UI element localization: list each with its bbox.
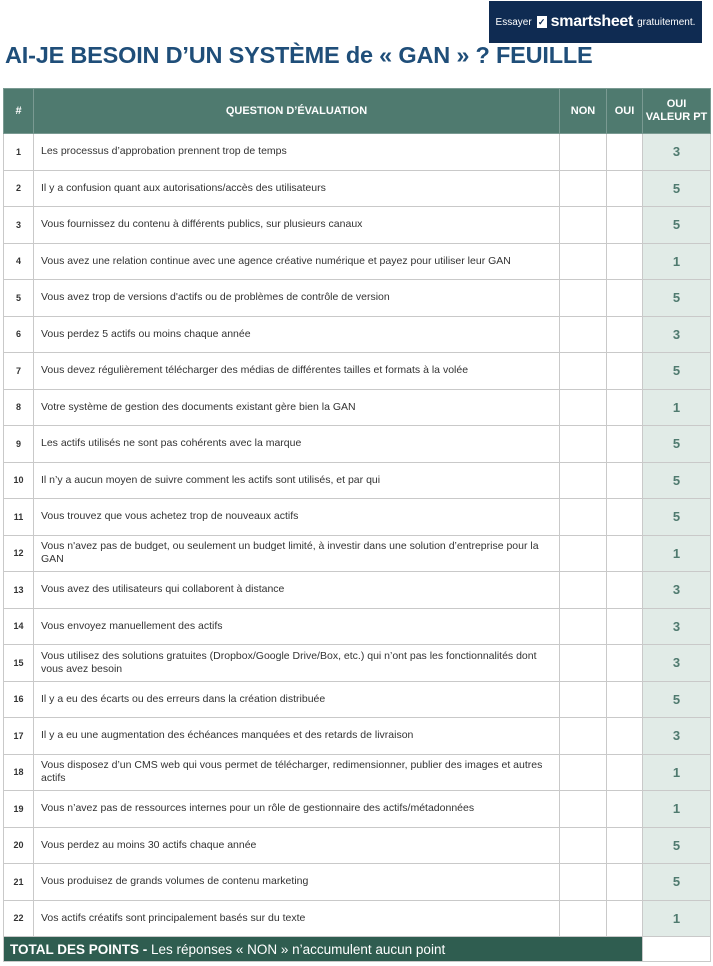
table-row — [4, 791, 711, 828]
row-number: 18 — [4, 754, 34, 791]
point-value: 5 — [643, 280, 711, 317]
non-answer-cell[interactable] — [560, 316, 607, 353]
row-number: 5 — [4, 280, 34, 317]
non-answer-cell[interactable] — [560, 791, 607, 828]
oui-answer-cell[interactable] — [607, 426, 643, 463]
table-row — [4, 243, 711, 280]
point-value: 1 — [643, 389, 711, 426]
point-value: 5 — [643, 681, 711, 718]
question-text: Vous utilisez des solutions gratuites (Dropbox/Google Drive/Box, etc.) qui n’ont pas les fonctionnalités dont vous avez besoin — [34, 645, 560, 682]
table-row — [4, 353, 711, 390]
point-value: 5 — [643, 353, 711, 390]
oui-answer-cell[interactable] — [607, 207, 643, 244]
row-number: 10 — [4, 462, 34, 499]
banner-prefix: Essayer — [495, 16, 532, 28]
question-text: Il n’y a aucun moyen de suivre comment les actifs sont utilisés, et par qui — [34, 462, 560, 499]
row-number: 22 — [4, 900, 34, 937]
oui-answer-cell[interactable] — [607, 499, 643, 536]
smartsheet-trial-banner[interactable] — [489, 1, 702, 43]
row-number: 15 — [4, 645, 34, 682]
total-label-cell — [4, 937, 643, 962]
non-answer-cell[interactable] — [560, 243, 607, 280]
question-text: Vos actifs créatifs sont principalement basés sur du texte — [34, 900, 560, 937]
row-number: 16 — [4, 681, 34, 718]
oui-answer-cell[interactable] — [607, 170, 643, 207]
oui-answer-cell[interactable] — [607, 280, 643, 317]
table-row — [4, 462, 711, 499]
question-text: Vous devez régulièrement télécharger des médias de différentes tailles et formats à la volée — [34, 353, 560, 390]
table-row — [4, 754, 711, 791]
non-answer-cell[interactable] — [560, 134, 607, 171]
question-text: Vous produisez de grands volumes de contenu marketing — [34, 864, 560, 901]
question-text: Vous trouvez que vous achetez trop de nouveaux actifs — [34, 499, 560, 536]
non-answer-cell[interactable] — [560, 462, 607, 499]
question-text: Vous avez des utilisateurs qui collaborent à distance — [34, 572, 560, 609]
question-text: Vous avez trop de versions d'actifs ou de problèmes de contrôle de version — [34, 280, 560, 317]
point-value: 3 — [643, 134, 711, 171]
point-value: 3 — [643, 316, 711, 353]
header-num: # — [4, 89, 34, 134]
point-value: 5 — [643, 827, 711, 864]
point-value: 1 — [643, 791, 711, 828]
non-answer-cell[interactable] — [560, 280, 607, 317]
table-row — [4, 134, 711, 171]
oui-answer-cell[interactable] — [607, 134, 643, 171]
row-number: 7 — [4, 353, 34, 390]
non-answer-cell[interactable] — [560, 353, 607, 390]
row-number: 17 — [4, 718, 34, 755]
table-row — [4, 316, 711, 353]
oui-answer-cell[interactable] — [607, 864, 643, 901]
question-text: Votre système de gestion des documents existant gère bien la GAN — [34, 389, 560, 426]
row-number: 4 — [4, 243, 34, 280]
oui-answer-cell[interactable] — [607, 791, 643, 828]
oui-answer-cell[interactable] — [607, 681, 643, 718]
row-number: 9 — [4, 426, 34, 463]
table-row — [4, 900, 711, 937]
question-text: Vous n'avez pas de budget, ou seulement un budget limité, à investir dans une solution d’entreprise pour la GAN — [34, 535, 560, 572]
oui-answer-cell[interactable] — [607, 243, 643, 280]
smartsheet-logo-icon: ✓ — [537, 17, 546, 27]
row-number: 19 — [4, 791, 34, 828]
row-number: 11 — [4, 499, 34, 536]
question-text: Les processus d’approbation prennent trop de temps — [34, 134, 560, 171]
oui-answer-cell[interactable] — [607, 535, 643, 572]
table-row — [4, 608, 711, 645]
row-number: 20 — [4, 827, 34, 864]
oui-answer-cell[interactable] — [607, 718, 643, 755]
table-row — [4, 681, 711, 718]
oui-answer-cell[interactable] — [607, 645, 643, 682]
table-row — [4, 426, 711, 463]
row-number: 8 — [4, 389, 34, 426]
table-row — [4, 827, 711, 864]
point-value: 5 — [643, 170, 711, 207]
oui-answer-cell[interactable] — [607, 754, 643, 791]
table-row — [4, 389, 711, 426]
point-value: 5 — [643, 207, 711, 244]
non-answer-cell[interactable] — [560, 681, 607, 718]
point-value: 3 — [643, 645, 711, 682]
table-row — [4, 535, 711, 572]
table-row — [4, 170, 711, 207]
point-value: 1 — [643, 900, 711, 937]
header-points: OUI VALEUR PT — [643, 89, 711, 134]
non-answer-cell[interactable] — [560, 426, 607, 463]
point-value: 3 — [643, 718, 711, 755]
non-answer-cell[interactable] — [560, 572, 607, 609]
oui-answer-cell[interactable] — [607, 900, 643, 937]
header-non: NON — [560, 89, 607, 134]
non-answer-cell[interactable] — [560, 170, 607, 207]
non-answer-cell[interactable] — [560, 900, 607, 937]
question-text: Vous n’avez pas de ressources internes pour un rôle de gestionnaire des actifs/métadonnées — [34, 791, 560, 828]
question-text: Il y a eu des écarts ou des erreurs dans la création distribuée — [34, 681, 560, 718]
non-answer-cell[interactable] — [560, 827, 607, 864]
total-label: TOTAL DES POINTS - — [10, 941, 148, 957]
point-value: 1 — [643, 535, 711, 572]
oui-answer-cell[interactable] — [607, 316, 643, 353]
row-number: 2 — [4, 170, 34, 207]
point-value: 5 — [643, 499, 711, 536]
table-row — [4, 864, 711, 901]
table-row — [4, 572, 711, 609]
point-value: 5 — [643, 426, 711, 463]
row-number: 13 — [4, 572, 34, 609]
question-text: Vous perdez 5 actifs ou moins chaque année — [34, 316, 560, 353]
non-answer-cell[interactable] — [560, 207, 607, 244]
total-row — [4, 937, 711, 962]
assessment-table — [3, 88, 711, 962]
point-value: 3 — [643, 608, 711, 645]
table-row — [4, 499, 711, 536]
question-text: Vous disposez d’un CMS web qui vous permet de télécharger, redimensionner, publier des images et autres actifs — [34, 754, 560, 791]
row-number: 14 — [4, 608, 34, 645]
banner-suffix: gratuitement. — [637, 16, 696, 28]
question-text: Il y a eu une augmentation des échéances manquées et des retards de livraison — [34, 718, 560, 755]
oui-answer-cell[interactable] — [607, 827, 643, 864]
non-answer-cell[interactable] — [560, 645, 607, 682]
oui-answer-cell[interactable] — [607, 462, 643, 499]
question-text: Vous envoyez manuellement des actifs — [34, 608, 560, 645]
question-text: Vous fournissez du contenu à différents publics, sur plusieurs canaux — [34, 207, 560, 244]
point-value: 1 — [643, 754, 711, 791]
non-answer-cell[interactable] — [560, 608, 607, 645]
row-number: 6 — [4, 316, 34, 353]
point-value: 1 — [643, 243, 711, 280]
table-header-row — [4, 89, 711, 134]
header-oui: OUI — [607, 89, 643, 134]
oui-answer-cell[interactable] — [607, 572, 643, 609]
table-row — [4, 645, 711, 682]
page-title: AI-JE BESOIN D’UN SYSTÈME de « GAN » ? FEUILLE — [5, 42, 593, 68]
point-value: 5 — [643, 864, 711, 901]
banner-brand: smartsheet — [550, 13, 634, 30]
row-number: 21 — [4, 864, 34, 901]
non-answer-cell[interactable] — [560, 389, 607, 426]
oui-answer-cell[interactable] — [607, 608, 643, 645]
point-value: 5 — [643, 462, 711, 499]
table-row — [4, 718, 711, 755]
non-answer-cell[interactable] — [560, 754, 607, 791]
total-value-cell[interactable] — [643, 937, 711, 962]
question-text: Il y a confusion quant aux autorisations/accès des utilisateurs — [34, 170, 560, 207]
oui-answer-cell[interactable] — [607, 353, 643, 390]
table-row — [4, 280, 711, 317]
oui-answer-cell[interactable] — [607, 389, 643, 426]
non-answer-cell[interactable] — [560, 499, 607, 536]
total-note: Les réponses « NON » n’accumulent aucun point — [151, 941, 446, 957]
header-question: QUESTION D’ÉVALUATION — [34, 89, 560, 134]
row-number: 3 — [4, 207, 34, 244]
question-text: Les actifs utilisés ne sont pas cohérents avec la marque — [34, 426, 560, 463]
non-answer-cell[interactable] — [560, 864, 607, 901]
non-answer-cell[interactable] — [560, 718, 607, 755]
question-text: Vous perdez au moins 30 actifs chaque année — [34, 827, 560, 864]
row-number: 1 — [4, 134, 34, 171]
row-number: 12 — [4, 535, 34, 572]
question-text: Vous avez une relation continue avec une agence créative numérique et payez pour utiliser leur GAN — [34, 243, 560, 280]
point-value: 3 — [643, 572, 711, 609]
table-row — [4, 207, 711, 244]
non-answer-cell[interactable] — [560, 535, 607, 572]
